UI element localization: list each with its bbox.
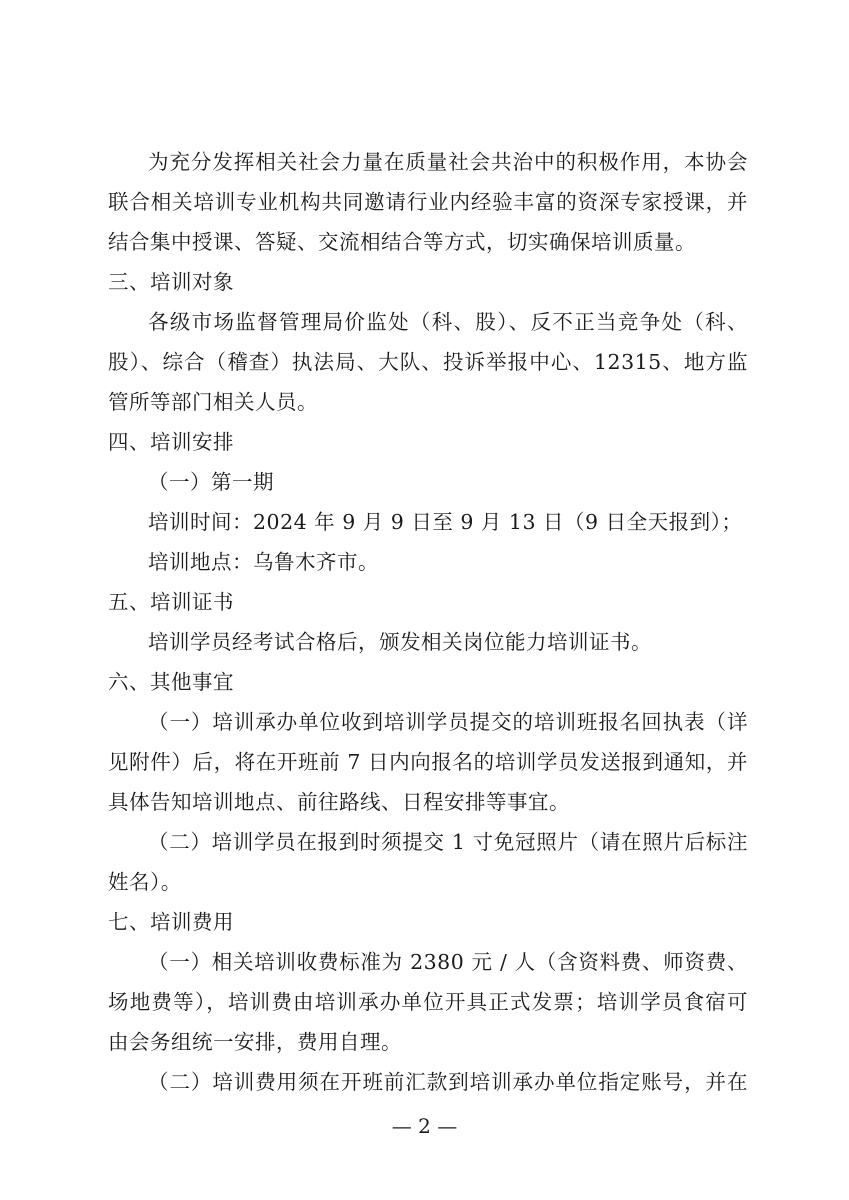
section-heading: 三、培训对象 [108,270,234,294]
paragraph-line: （一）培训承办单位收到培训学员提交的培训班报名回执表（详 [148,710,748,734]
paragraph-line: （二）培训学员在报到时须提交 1 寸免冠照片（请在照片后标注 [148,830,748,854]
paragraph-line: 股）、综合（稽查）执法局、大队、投诉举报中心、12315、地方监 [108,350,748,374]
paragraph-line: 具体告知培训地点、前往路线、日程安排等事宜。 [108,790,570,814]
section-heading: 四、培训安排 [108,430,234,454]
paragraph-line: （一）相关培训收费标准为 2380 元 / 人（含资料费、师资费、 [148,950,748,974]
paragraph-line: 管所等部门相关人员。 [108,390,318,414]
paragraph-line: 场地费等），培训费由培训承办单位开具正式发票；培训学员食宿可 [108,990,748,1014]
page-number: — 2 — [391,1114,458,1138]
paragraph-line: 由会务组统一安排，费用自理。 [108,1030,402,1054]
paragraph-line: （二）培训费用须在开班前汇款到培训承办单位指定账号，并在 [148,1070,748,1094]
paragraph-line: 见附件）后，将在开班前 7 日内向报名的培训学员发送报到通知，并 [108,750,748,774]
paragraph-line: 结合集中授课、答疑、交流相结合等方式，切实确保培训质量。 [108,230,696,254]
subsection-heading: （一）第一期 [148,470,274,494]
paragraph-line: 培训地点：乌鲁木齐市。 [148,550,379,574]
paragraph-line: 培训时间：2024 年 9 月 9 日至 9 月 13 日（9 日全天报到）； [148,510,743,534]
section-heading: 五、培训证书 [108,590,234,614]
paragraph-line: 为充分发挥相关社会力量在质量社会共治中的积极作用，本协会 [148,150,748,174]
paragraph-line: 联合相关培训专业机构共同邀请行业内经验丰富的资深专家授课，并 [108,190,748,214]
paragraph-line: 各级市场监督管理局价监处（科、股）、反不正当竞争处（科、 [148,310,748,334]
section-heading: 七、培训费用 [108,910,234,934]
paragraph-line: 姓名）。 [108,870,182,894]
paragraph-line: 培训学员经考试合格后，颁发相关岗位能力培训证书。 [148,630,652,654]
section-heading: 六、其他事宜 [108,670,234,694]
